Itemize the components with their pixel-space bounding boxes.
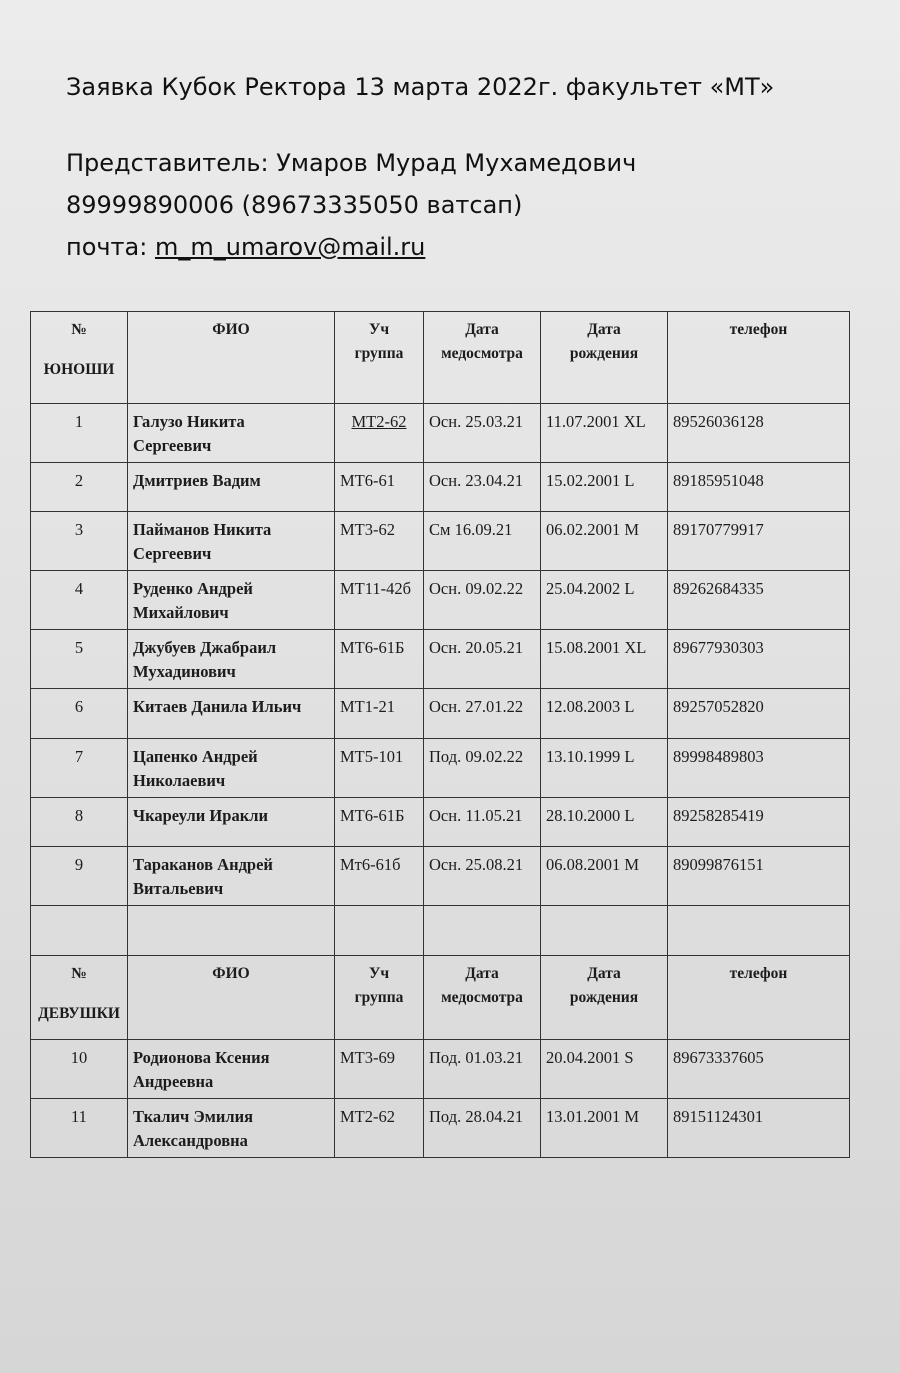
row-dob: 13.10.1999 L: [541, 739, 668, 798]
row-dob: 06.02.2001 M: [541, 512, 668, 571]
boys-header-row: [31, 312, 850, 404]
dob-header-2: рождения: [569, 345, 639, 362]
med-header-1: Дата: [465, 321, 499, 338]
row-name: [128, 739, 335, 798]
num-header: №: [71, 965, 87, 982]
row-med: Под. 28.04.21: [424, 1099, 541, 1158]
med-header-cell: [424, 312, 541, 404]
dob-header-cell: [541, 956, 668, 1040]
roster-table: [30, 311, 850, 1158]
email-label: почта:: [66, 233, 155, 261]
row-med: Осн. 23.04.21: [424, 463, 541, 512]
phones-line: 89999890006 (89673335050 ватсап): [66, 191, 523, 219]
row-phone: 89185951048: [668, 463, 850, 512]
row-phone: 89998489803: [668, 739, 850, 798]
name-header: ФИО: [212, 965, 250, 982]
table-row: [31, 571, 850, 630]
table-row: [31, 689, 850, 739]
row-dob: 15.08.2001 XL: [541, 630, 668, 689]
row-name: [128, 1099, 335, 1158]
row-dob: 28.10.2000 L: [541, 798, 668, 847]
row-dob: 12.08.2003 L: [541, 689, 668, 739]
row-num: 5: [31, 630, 128, 689]
row-med: Осн. 27.01.22: [424, 689, 541, 739]
row-med: См 16.09.21: [424, 512, 541, 571]
email-link[interactable]: m_m_umarov@mail.ru: [154, 233, 426, 261]
row-group: МТ2-62: [335, 1099, 424, 1158]
name-header-cell: [128, 956, 335, 1040]
med-header-1: Дата: [465, 965, 499, 982]
name-line-1: Дмитриев Вадим: [133, 471, 261, 490]
row-med: Осн. 25.08.21: [424, 847, 541, 906]
name-line-2: Витальевич: [133, 879, 224, 898]
table-row: [31, 739, 850, 798]
row-name: [128, 798, 335, 847]
row-med: Осн. 20.05.21: [424, 630, 541, 689]
group-header-cell: [335, 312, 424, 404]
name-line-2: Сергеевич: [133, 436, 212, 455]
name-line-2: Сергеевич: [133, 544, 212, 563]
table-row: [31, 463, 850, 512]
phone-header-cell: [668, 956, 850, 1040]
girls-header-row: [31, 956, 850, 1040]
row-med: Под. 09.02.22: [424, 739, 541, 798]
name-line-1: Руденко Андрей: [133, 579, 253, 598]
table-row: [31, 798, 850, 847]
num-header-cell: [31, 312, 128, 404]
empty-row: [31, 906, 850, 956]
row-med: Под. 01.03.21: [424, 1040, 541, 1099]
phone-header-cell: [668, 312, 850, 404]
table-row: [31, 1040, 850, 1099]
name-line-2: Мухадинович: [133, 662, 236, 681]
name-line-1: Пайманов Никита: [133, 520, 272, 539]
name-line-2: Александровна: [133, 1131, 248, 1150]
row-num: 8: [31, 798, 128, 847]
representative-line: Представитель: Умаров Мурад Мухамедович: [66, 149, 637, 177]
row-group: МТ6-61Б: [335, 798, 424, 847]
row-group: [335, 404, 424, 463]
row-phone: 89677930303: [668, 630, 850, 689]
name-line-1: Цапенко Андрей: [133, 747, 258, 766]
phone-header: телефон: [729, 965, 788, 982]
row-name: [128, 630, 335, 689]
row-group: МТ1-21: [335, 689, 424, 739]
table-row: [31, 1099, 850, 1158]
row-num: 1: [31, 404, 128, 463]
row-dob: 15.02.2001 L: [541, 463, 668, 512]
dob-header-2: рождения: [569, 989, 639, 1006]
name-line-2: Михайлович: [133, 603, 229, 622]
group-header-cell: [335, 956, 424, 1040]
row-dob: 11.07.2001 XL: [541, 404, 668, 463]
row-group: МТ11-42б: [335, 571, 424, 630]
name-line-1: Галузо Никита: [133, 412, 245, 431]
row-phone: 89099876151: [668, 847, 850, 906]
group-header-1: Уч: [368, 321, 390, 338]
med-header-2: медосмотра: [441, 989, 523, 1006]
row-num: 4: [31, 571, 128, 630]
row-phone: 89170779917: [668, 512, 850, 571]
row-med: Осн. 09.02.22: [424, 571, 541, 630]
document-header: [66, 66, 846, 268]
table-row: [31, 630, 850, 689]
med-header-2: медосмотра: [441, 345, 523, 362]
name-line-1: Чкареули Иракли: [133, 806, 268, 825]
table-row: [31, 512, 850, 571]
row-dob: 25.04.2002 L: [541, 571, 668, 630]
row-dob: 20.04.2001 S: [541, 1040, 668, 1099]
row-name: [128, 689, 335, 739]
name-line-1: Джубуев Джабраил: [133, 638, 277, 657]
dob-header-cell: [541, 312, 668, 404]
group-header-1: Уч: [368, 965, 390, 982]
row-name: [128, 404, 335, 463]
document-title: Заявка Кубок Ректора 13 марта 2022г. факультет «МТ»: [66, 73, 775, 101]
name-line-1: Китаев Данила Ильич: [133, 697, 302, 716]
row-num: 2: [31, 463, 128, 512]
row-num: 7: [31, 739, 128, 798]
num-header-cell: [31, 956, 128, 1040]
row-group: МТ3-69: [335, 1040, 424, 1099]
row-name: [128, 512, 335, 571]
row-num: 9: [31, 847, 128, 906]
group-value: МТ2-62: [351, 412, 407, 431]
row-name: [128, 1040, 335, 1099]
dob-header-1: Дата: [587, 965, 621, 982]
email-line: [66, 226, 846, 268]
name-line-1: Родионова Ксения: [133, 1048, 270, 1067]
row-name: [128, 847, 335, 906]
row-dob: 13.01.2001 M: [541, 1099, 668, 1158]
row-group: МТ6-61Б: [335, 630, 424, 689]
name-line-2: Николаевич: [133, 771, 226, 790]
row-num: 10: [31, 1040, 128, 1099]
row-group: МТ3-62: [335, 512, 424, 571]
table-row: [31, 404, 850, 463]
girls-section-label: ДЕВУШКИ: [38, 1005, 120, 1022]
row-phone: 89526036128: [668, 404, 850, 463]
row-med: Осн. 11.05.21: [424, 798, 541, 847]
dob-header-1: Дата: [587, 321, 621, 338]
name-line-1: Тараканов Андрей: [133, 855, 273, 874]
row-phone: 89257052820: [668, 689, 850, 739]
group-header-2: группа: [354, 989, 404, 1006]
num-header: №: [71, 321, 87, 338]
row-group: Мт6-61б: [335, 847, 424, 906]
phone-header: телефон: [729, 321, 788, 338]
row-med: Осн. 25.03.21: [424, 404, 541, 463]
row-name: [128, 571, 335, 630]
row-num: 11: [31, 1099, 128, 1158]
boys-section-label: ЮНОШИ: [43, 361, 115, 378]
row-phone: 89262684335: [668, 571, 850, 630]
group-header-2: группа: [354, 345, 404, 362]
row-dob: 06.08.2001 M: [541, 847, 668, 906]
table-row: [31, 847, 850, 906]
row-group: МТ6-61: [335, 463, 424, 512]
row-name: [128, 463, 335, 512]
name-header: ФИО: [212, 321, 250, 338]
row-phone: 89258285419: [668, 798, 850, 847]
row-phone: 89151124301: [668, 1099, 850, 1158]
med-header-cell: [424, 956, 541, 1040]
row-group: МТ5-101: [335, 739, 424, 798]
row-phone: 89673337605: [668, 1040, 850, 1099]
name-line-2: Андреевна: [133, 1072, 214, 1091]
name-header-cell: [128, 312, 335, 404]
name-line-1: Ткалич Эмилия: [133, 1107, 254, 1126]
row-num: 3: [31, 512, 128, 571]
row-num: 6: [31, 689, 128, 739]
